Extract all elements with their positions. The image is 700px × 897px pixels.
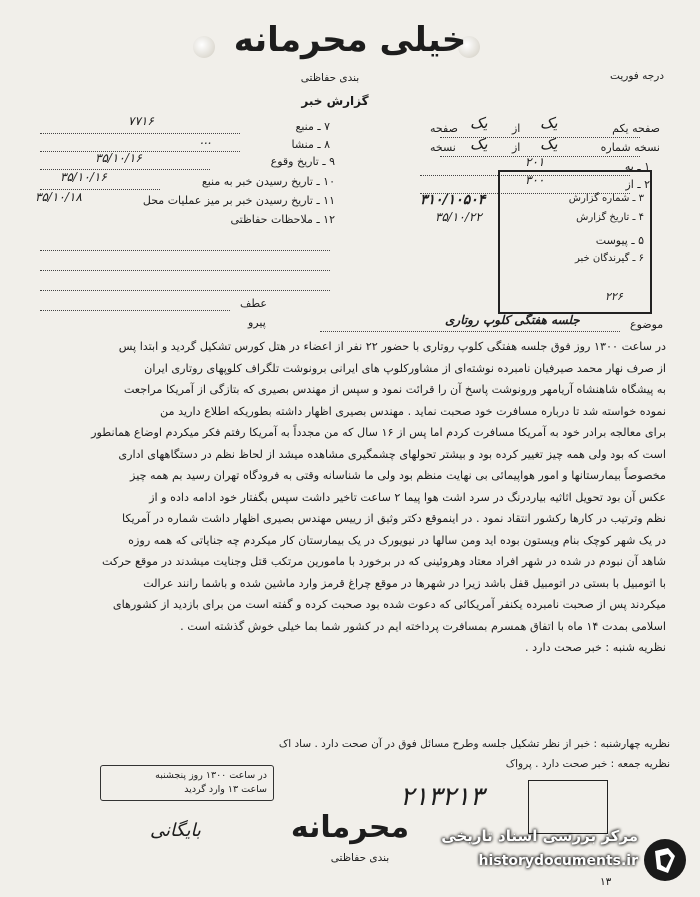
page-between: از [512,122,521,135]
note-wednesday: نظریه چهارشنبه : خبر از نظر تشکیل جلسه وطرح مسائل فوق در آن صحت دارد . ساد اک [278,738,670,750]
body-line: در ساعت ۱۳۰۰ روز فوق جلسه هفتگی کلوپ روتاری با حضور ۲۲ نفر از اعضاء در هتل کورس تشکیل گردید و ابتدا پس [118,340,666,353]
body-line: نموده خواسته شد تا درباره مسافرت خود صحبت نماید . مهندس بصیری اظهار داشته بطوریکه اطلاع دارید من [160,404,666,418]
footer-classification: بندی حفاظتی [330,852,390,864]
body-line: میکردند پس از صحبت نامبرده یکنفر آمریکائی که دعوت شده بود صحبت کرده و گفته است من برای بازدید از کشورهای [112,598,666,611]
body-line: در یک شهر کوچک بنام ویستون بوده اید ومن سالها در نیویورک در یک بیمارستان کار میکردم چه جنایاتی که همه روزه [128,533,666,547]
archive-number: ۲۱۳۲۱۳ [400,782,484,812]
report-title: گزارش خبر [301,94,369,108]
receipt-stamp-line: در ساعت ۱۳۰۰ روز پنجشنبه [155,770,267,781]
signature: بایگانی [150,820,201,841]
priority-label: درجه فوریت [610,70,664,82]
desk-receipt-label: ۱۱ ـ تاریخ رسیدن خبر بر میز عملیات محل [142,194,335,207]
page-suffix: صفحه [430,122,458,135]
box-stamp-number: ۲۲۶ [605,290,623,303]
subject-value: جلسه هفتگی کلوپ روتاری [445,313,580,327]
copy-number-label: نسخه شماره [600,141,660,154]
copy-between: از [512,141,521,154]
receipt-stamp-line: ساعت ۱۳ وارد گردید [184,784,267,795]
classification-note: بندی حفاظتی [300,72,360,84]
report-date-label: ۴ ـ تاریخ گزارش [576,212,644,223]
event-date-value: ۳۵/۱۰/۱۶ [95,151,142,165]
report-number-label: ۳ ـ شماره گزارش [568,193,644,204]
body-line: به پیشگاه شاهنشاه آریامهر ورونوشت پاسخ آن را قرائت نمود و سپس از مهندس بصیری که بتازگی از آمریکا مراجعت [123,383,666,396]
origin-value: ... [200,133,212,147]
reference-label: عطف [240,297,267,310]
source-receipt-value: ۳۵/۱۰/۱۶ [60,170,107,184]
form-code: ۱۳ [600,876,612,888]
body-line: نظم وترتیب در کارها رکشور انتقاد نمود . در اینموقع دکتر وثیق از رییس مهندس بصیری اظهار داشت شماره در آمریکا [121,512,666,525]
page-number-label: صفحه یکم [612,122,660,135]
event-date-label: ۹ ـ تاریخ وقوع [270,155,335,168]
copy-number-value: یک [540,135,558,153]
copy-suffix: نسخه [430,141,456,154]
report-date-value: ۳۵/۱۰/۲۲ [435,210,482,224]
document-title: خیلی محرمانه [233,20,467,60]
report-body [26,336,666,659]
source-value: ۷۷۱۶ [128,114,154,128]
subject-label: موضوع [630,318,664,331]
origin-label: ۸ ـ منشا [291,138,330,151]
watermark-url: historydocuments.ir [478,853,638,869]
body-line: شاهد آن نبودم در شده در شهر افراد معتاد وهروئینی که در برخورد با مامورین مرتکب قتل وجنایت میشدند در موقع حرکت [102,555,666,568]
copy-total-value: یک [470,135,488,153]
source-receipt-label: ۱۰ ـ تاریخ رسیدن خبر به منبع [201,175,335,188]
to-value: ۲۰۱ [525,155,545,169]
from-label: ۲ ـ از [625,178,650,191]
recipients-label: ۶ ـ گیرندگان خبر [574,253,644,264]
body-line: با اتومبیل با بستی در اتومبیل قفل باشد زیرا در شهرها در موقع چراغ قرمز وارد ماشین شده و باشما رانند عرالت [143,576,666,590]
punch-hole-left [193,36,215,58]
archive-logo-icon [644,839,686,881]
watermark [396,813,686,883]
page-number-value: یک [540,114,558,132]
body-line: نظریه شنبه : خبر صحت دارد . [524,641,666,654]
body-line: برای معالجه برادر خود به آمریکا مسافرت کردم اما پس از ۱۶ سال که من مجدداً به آمریکا رفتم فکر میکردم اوضاع همانطور [91,426,666,439]
watermark-name: مرکز بررسی اسناد تاریخی [441,827,638,845]
page-total-value: یک [470,114,488,132]
body-line: از صرف نهار محمد صیرفیان نامبرده نوشته‌ای از مشاورکلوپ های ایرانی برونوشت تلگراف کلوپهای روتاری ایران [144,361,666,375]
body-line: اسلامی بمدت ۱۴ ماه با اتفاق همسرم بمسافرت پرداخته ایم در کشور شما بما خیلی خوش گذشته است . [180,619,666,633]
source-label: ۷ ـ منبع [295,120,330,133]
to-label: ۱ ـ به [624,160,650,173]
body-line: است که بود ولی همه چیز تغییر کرده بود و بیشتر تحولهای چشمگیری مشاهده میشد از لحاظ نظم در دستگاههای اداری [118,447,666,461]
receipt-stamp [100,765,274,801]
report-number-value: ۳۱۰/۱۰۵۰۴ [420,192,486,208]
body-line: عکس آن بود تحویل اثاثیه بیاردرنگ در سرد اشت هوا پیما ۲ ساعت تاخیر داشت سپس بگفتار خود ادامه داده و از [149,490,666,504]
security-remarks-label: ۱۲ ـ ملاحظات حفاظتی [230,213,335,226]
from-value: ۳۰۰ [525,173,545,187]
attachment-label: ۵ ـ پیوست [595,234,644,247]
body-line: مخصوصاً بیمارستانها و امور هواپیمائی بی نهایت منظم بود ولی ما شناسانه وقتی به فرودگاه تهران رسید بم همه چیز [130,469,666,482]
footer-title: محرمانه [290,810,410,845]
followup-label: پیرو [248,316,266,329]
desk-receipt-value: ۳۵/۱۰/۱۸ [35,190,82,204]
note-friday: نظریه جمعه : خبر صحت دارد . پرواک [505,758,670,770]
